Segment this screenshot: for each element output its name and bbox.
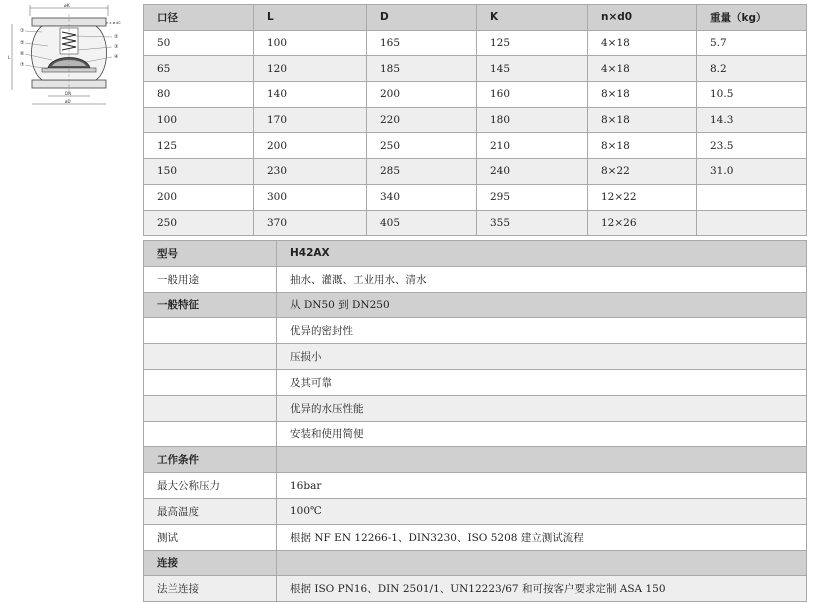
spec-row	[144, 473, 807, 499]
spec-value: 优异的密封性	[277, 318, 807, 344]
spec-value: 安装和使用简便	[277, 421, 807, 447]
table-cell: 150	[144, 159, 254, 185]
spec-value: 从 DN50 到 DN250	[277, 292, 807, 318]
table-cell: 8×18	[588, 82, 697, 108]
callout-7: ④	[114, 54, 119, 60]
spec-label: 工作条件	[144, 447, 277, 473]
spec-value	[277, 550, 807, 576]
table-row	[144, 210, 807, 236]
table-row	[144, 56, 807, 82]
table-cell: 200	[254, 133, 367, 159]
table-row	[144, 30, 807, 56]
callout-1: ①	[20, 28, 25, 34]
table-cell: 12×26	[588, 210, 697, 236]
table-cell: 160	[477, 82, 588, 108]
bottom-dim-label: DN	[65, 91, 72, 96]
table-cell: 65	[144, 56, 254, 82]
spec-value: H42AX	[277, 241, 807, 267]
spec-value: 及其可靠	[277, 369, 807, 395]
table-cell: 170	[254, 107, 367, 133]
table-cell: 4×18	[588, 56, 697, 82]
spec-label	[144, 395, 277, 421]
spec-label: 法兰连接	[144, 576, 277, 602]
table-cell: 230	[254, 159, 367, 185]
callout-5: ②	[114, 34, 119, 40]
top-dim-label: øK	[64, 4, 70, 9]
table-cell: 12×22	[588, 184, 697, 210]
table-cell: 10.5	[697, 82, 807, 108]
table-cell: 370	[254, 210, 367, 236]
table-cell: 50	[144, 30, 254, 56]
table-cell: 200	[367, 82, 477, 108]
table-cell: 100	[144, 107, 254, 133]
table-cell: 120	[254, 56, 367, 82]
spec-row	[144, 318, 807, 344]
spec-value: 根据 ISO PN16、DIN 2501/1、UN12223/67 和可按客户要求定制 ASA 150	[277, 576, 807, 602]
dimensions-header-cell: 重量（kg）	[697, 5, 807, 31]
callout-6: ③	[114, 44, 119, 50]
callout-2: ⑤	[20, 40, 25, 46]
table-cell: 125	[144, 133, 254, 159]
spec-value	[277, 447, 807, 473]
table-cell: 80	[144, 82, 254, 108]
table-cell	[697, 184, 807, 210]
spec-value: 根据 NF EN 12266-1、DIN3230、ISO 5208 建立测试流程	[277, 524, 807, 550]
table-cell: 165	[367, 30, 477, 56]
spec-label: 最高温度	[144, 498, 277, 524]
flange-dim-label: n x ø d0	[106, 21, 121, 25]
table-row	[144, 107, 807, 133]
table-cell: 31.0	[697, 159, 807, 185]
callout-3: ⑥	[20, 51, 25, 57]
table-cell: 8×18	[588, 133, 697, 159]
spec-label: 型号	[144, 241, 277, 267]
table-cell: 125	[477, 30, 588, 56]
table-cell: 220	[367, 107, 477, 133]
spec-label: 最大公称压力	[144, 473, 277, 499]
table-cell: 4×18	[588, 30, 697, 56]
table-cell: 145	[477, 56, 588, 82]
table-cell: 185	[367, 56, 477, 82]
spec-label	[144, 421, 277, 447]
callout-4: ⑦	[20, 62, 25, 68]
spec-row	[144, 344, 807, 370]
dimensions-header-cell: K	[477, 5, 588, 31]
spec-row	[144, 395, 807, 421]
dimensions-header-row	[144, 5, 807, 31]
spec-value: 16bar	[277, 473, 807, 499]
bottom-dim2-label: øD	[65, 99, 71, 104]
table-cell: 8×18	[588, 107, 697, 133]
table-cell: 210	[477, 133, 588, 159]
spec-row	[144, 550, 807, 576]
spec-label	[144, 318, 277, 344]
dimensions-header-cell: D	[367, 5, 477, 31]
spec-row	[144, 524, 807, 550]
table-row	[144, 133, 807, 159]
specifications-table	[143, 240, 807, 602]
table-cell: 405	[367, 210, 477, 236]
spec-row	[144, 292, 807, 318]
spec-label	[144, 344, 277, 370]
dimensions-table	[143, 4, 807, 236]
spec-label: 连接	[144, 550, 277, 576]
table-cell: 200	[144, 184, 254, 210]
table-cell: 295	[477, 184, 588, 210]
spec-label: 一般用途	[144, 266, 277, 292]
table-cell: 240	[477, 159, 588, 185]
spec-row	[144, 447, 807, 473]
table-cell: 250	[367, 133, 477, 159]
spec-value: 100℃	[277, 498, 807, 524]
dimensions-header-cell: 口径	[144, 5, 254, 31]
table-cell	[697, 210, 807, 236]
table-cell: 8×22	[588, 159, 697, 185]
spec-label: 测试	[144, 524, 277, 550]
table-cell: 250	[144, 210, 254, 236]
dimensions-header-cell: n×d0	[588, 5, 697, 31]
table-cell: 300	[254, 184, 367, 210]
spec-row	[144, 498, 807, 524]
spec-row	[144, 369, 807, 395]
table-cell: 180	[477, 107, 588, 133]
table-cell: 14.3	[697, 107, 807, 133]
dimensions-header-cell: L	[254, 5, 367, 31]
table-row	[144, 82, 807, 108]
table-cell: 355	[477, 210, 588, 236]
valve-section-drawing	[8, 2, 126, 110]
side-dim-label: L	[8, 56, 11, 61]
table-cell: 5.7	[697, 30, 807, 56]
table-cell: 100	[254, 30, 367, 56]
spec-value: 抽水、灌溉、工业用水、清水	[277, 266, 807, 292]
table-cell: 340	[367, 184, 477, 210]
table-cell: 23.5	[697, 133, 807, 159]
table-row	[144, 159, 807, 185]
spec-row	[144, 576, 807, 602]
table-cell: 140	[254, 82, 367, 108]
spec-label	[144, 369, 277, 395]
table-cell: 285	[367, 159, 477, 185]
spec-row	[144, 266, 807, 292]
callouts-left	[20, 28, 25, 68]
spec-value: 压损小	[277, 344, 807, 370]
spec-row	[144, 421, 807, 447]
spec-row	[144, 241, 807, 267]
callouts-right	[114, 34, 119, 60]
table-cell: 8.2	[697, 56, 807, 82]
spec-value: 优异的水压性能	[277, 395, 807, 421]
table-row	[144, 184, 807, 210]
spec-label: 一般特征	[144, 292, 277, 318]
